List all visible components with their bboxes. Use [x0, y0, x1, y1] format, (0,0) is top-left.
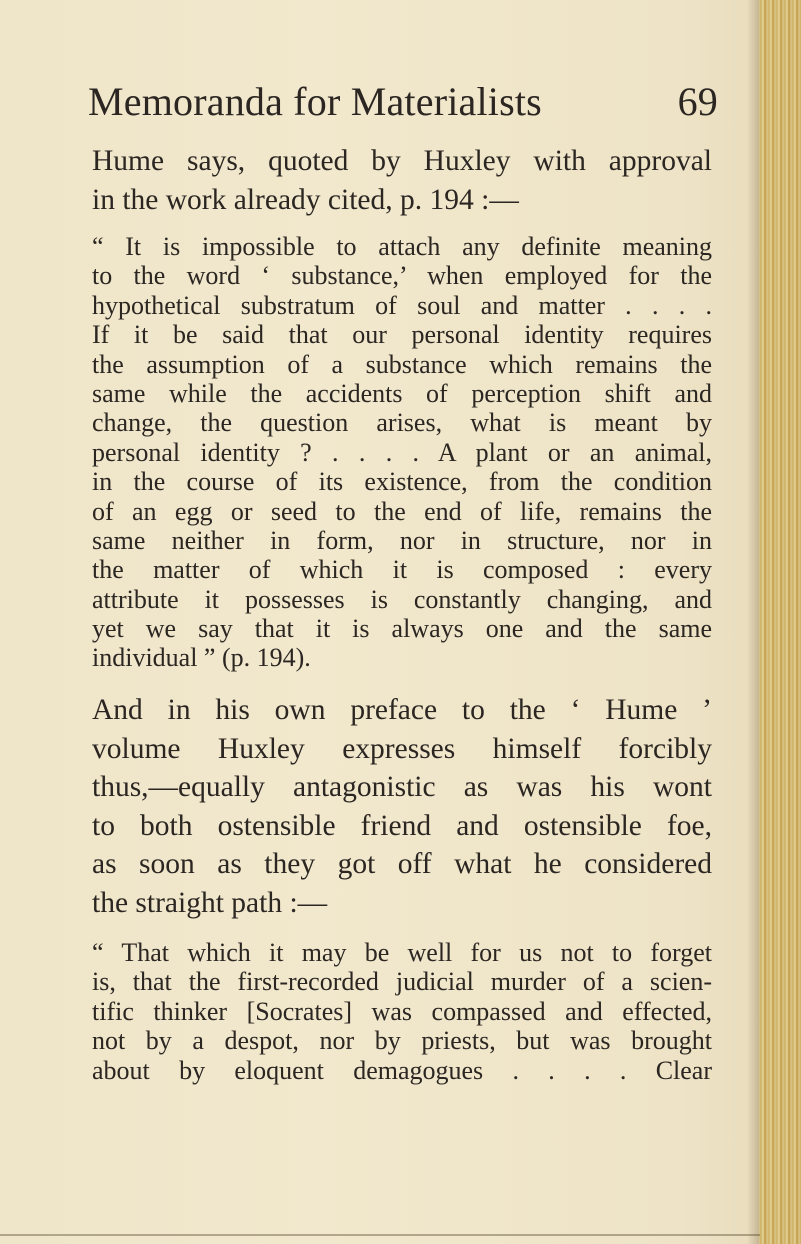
text-line: the assumption of a substance which remains the: [92, 349, 712, 379]
text-line: personal identity ? . . . . A plant or an animal,: [92, 437, 712, 467]
text-line: is, that the first-recorded judicial murder of a scien-: [92, 967, 712, 997]
text-line: change, the question arises, what is meant by: [92, 408, 712, 438]
text-line: yet we say that it is always one and the same: [92, 614, 712, 644]
text-line: thus,—equally antagonistic as was his wont: [92, 771, 712, 803]
gilt-page-edge: [759, 0, 801, 1244]
text-line: same while the accidents of perception shift and: [92, 378, 712, 408]
text-line: same neither in form, nor in structure, nor in: [92, 525, 712, 555]
text-line: hypothetical substratum of soul and matter . . . .: [92, 290, 712, 320]
text-line: individual ” (p. 194).: [92, 643, 311, 673]
page-number: 69: [677, 79, 718, 124]
text-line: to both ostensible friend and ostensible foe,: [92, 809, 712, 842]
text-line: the matter of which it is composed : every: [92, 555, 712, 585]
paragraph: [92, 691, 712, 922]
page-header: [88, 78, 718, 126]
text-line: in the work already cited, p. 194 :—: [92, 183, 519, 216]
text-line: of an egg or seed to the end of life, remains the: [92, 496, 712, 526]
text-line: If it be said that our personal identity requires: [92, 320, 712, 350]
paragraph: [92, 142, 712, 219]
text-line: Hume says, quoted by Huxley with approval: [92, 145, 712, 177]
text-line: not by a despot, nor by priests, but was brought: [92, 1026, 712, 1056]
text-line: in the course of its existence, from the condition: [92, 467, 712, 497]
block-quote: [92, 232, 712, 673]
text-line: tific thinker [Socrates] was compassed and effected,: [92, 996, 712, 1026]
page-gutter-shadow: [747, 0, 759, 1244]
text-line: And in his own preface to the ‘ Hume ’: [92, 694, 712, 726]
text-line: “ It is impossible to attach any definite meaning: [92, 232, 712, 261]
running-title: Memoranda for Materialists: [88, 79, 542, 124]
page-bottom-edge: [0, 1234, 760, 1236]
text-line: the straight path :—: [92, 886, 328, 919]
text-line: to the word ‘ substance,’ when employed for the: [92, 261, 712, 291]
text-line: about by eloquent demagogues . . . . Clear: [92, 1055, 712, 1085]
text-line: “ That which it may be well for us not to forget: [92, 938, 712, 967]
block-quote: [92, 938, 712, 1085]
text-line: attribute it possesses is constantly changing, and: [92, 584, 712, 614]
text-line: as soon as they got off what he considered: [92, 848, 712, 880]
text-line: volume Huxley expresses himself forcibly: [92, 732, 712, 765]
